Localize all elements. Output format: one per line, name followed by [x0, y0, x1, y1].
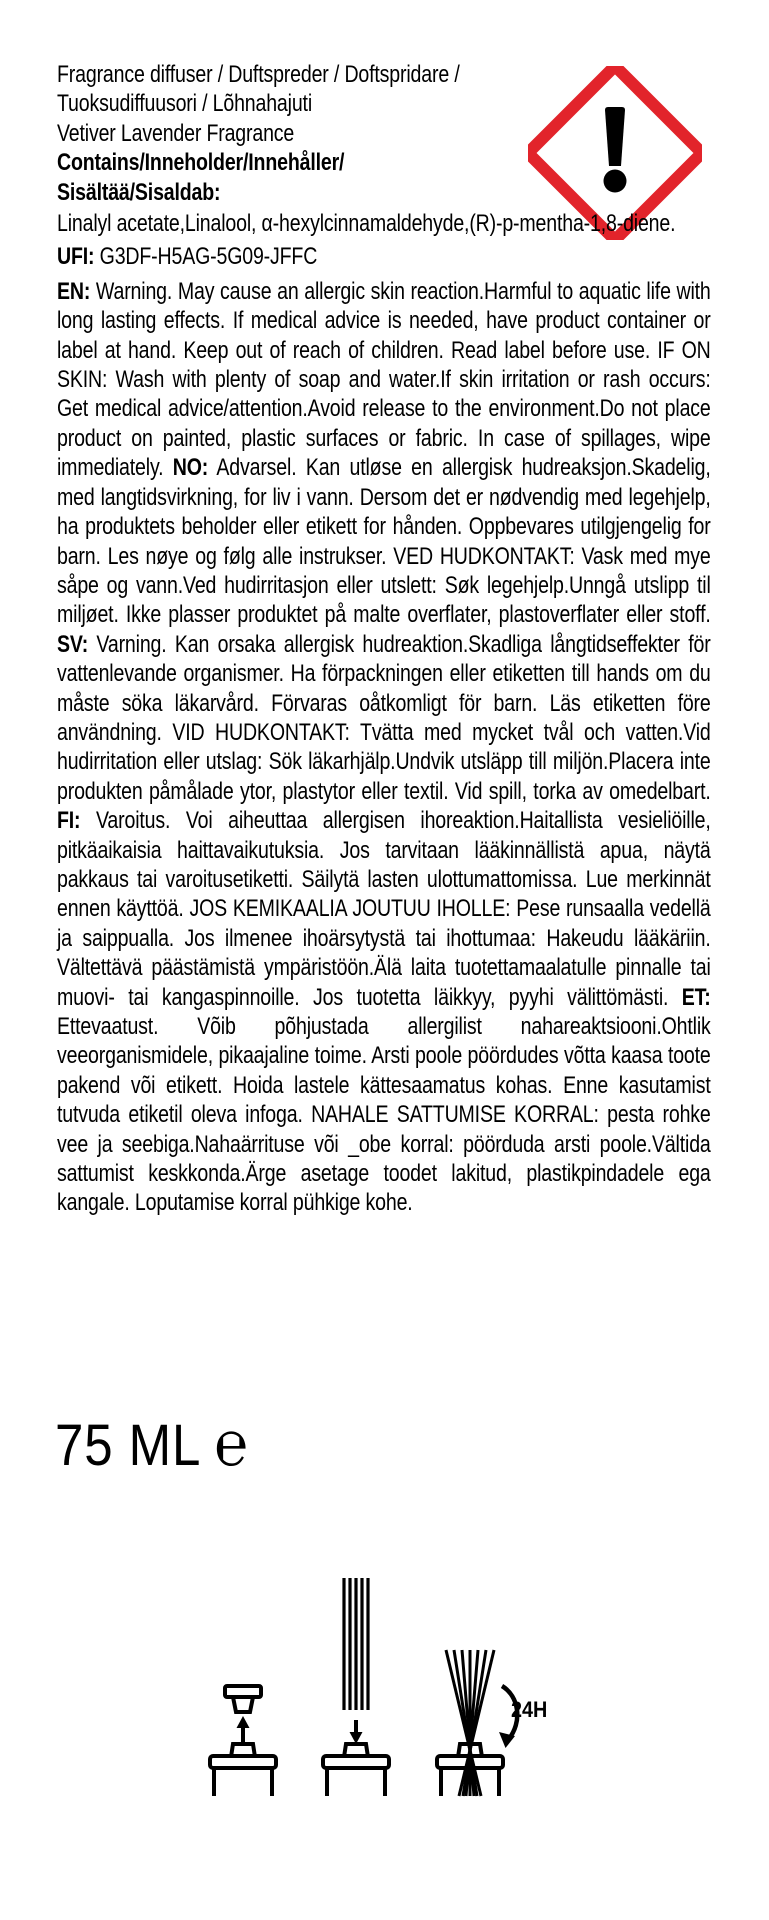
text-column [57, 60, 711, 1218]
ufi-code: G3DF-H5AG-5G09-JFFC [99, 243, 318, 271]
usage-pictograms [150, 1570, 580, 1810]
ingredients-text: Linalyl acetate,Linalool, α-hexylcinnamaldehyde,(R)-p-mentha-1,8-diene. [57, 210, 676, 238]
volume-text [55, 1409, 249, 1479]
remove-cap-icon [210, 1686, 276, 1796]
product-title-line2: Tuoksudiffuusori / Lõhnahajuti [57, 90, 313, 118]
fragrance-name: Vetiver Lavender Fragrance [57, 119, 295, 147]
product-title-line1: Fragrance diffuser / Duftspreder / Doftspridare / [57, 61, 460, 88]
estimated-sign: ℮ [214, 1409, 249, 1479]
contains-heading-line2: Sisältää/Sisaldab: [57, 178, 221, 206]
contains-heading-line1: Contains/Inneholder/Innehåller/ [57, 149, 345, 177]
volume-amount: 75 ML [55, 1413, 200, 1478]
insert-sticks-icon [323, 1578, 389, 1796]
duration-label: 24H [511, 1697, 548, 1722]
ufi-line [57, 242, 711, 271]
ufi-label: UFI: [57, 243, 95, 271]
warnings-paragraph: EN: Warning. May cause an allergic skin reaction.Harmful to aquatic life with long lasting effects. If medical advice is needed, have product container or label at hand. Keep out of reach of children. Read label before use. IF ON SKIN: Wash with plenty of soap and water.If skin irritation or rash occurs: Get medical advice/attention.Avoid release to the environment.Do not place product on painted, plastic surfaces or fabric. In case of spillages, wipe immediately. NO: Advarsel. Kan utløse en allergisk hudreaksjon.Skadelig, med langtidsvirkning, for liv i vann. Dersom det er nødvendig med legehjelp, ha produktets beholder eller etikett for hånden. Oppbevares utilgjengelig for barn. Les nøye og følg alle instrukser. VED HUDKONTAKT: Vask med mye såpe og vann.Ved hudirritasjon eller utslett: Søk legehjelp.Unngå utslipp til miljøet. Ikke plasser produktet på malte overflater, plastoverflater eller stoff. SV: Varning. Kan orsaka allergisk hudreaktion.Skadliga långtidseffekter för vattenlevande organismer. Ha förpackningen eller etiketten till hands om du måste söka läkarvård. Förvaras oåtkomligt för barn. Läs etiketten före användning. VID HUDKONTAKT: Tvätta med mycket tvål och vatten.Vid hudirritation eller utslag: Sök läkarhjälp.Undvik utsläpp till miljön.Placera inte produkten påmålade ytor, plastytor eller textil. Vid spill, torka av omedelbart. FI: Varoitus. Voi aiheuttaa allergisen ihoreaktion.Haitallista vesieliöille, pitkäaikaisia haittavaikutuksia. Jos tarvitaan lääkinnällistä apua, näytä pakkaus tai varoitusetiketti. Säilytä lasten ulottumattomissa. Lue merkinnät ennen käyttöä. JOS KEMIKAALIA JOUTUU IHOLLE: Pese runsaalla vedellä ja saippualla. Jos ilmenee ihoärsytystä tai ihottumaa: Hakeudu lääkäriin. Vältettävä päästämistä ympäristöön.Älä laita tuotettamaalatulle pinnalle tai muovi- tai kangaspinnoille. Jos tuotetta läikkyy, pyyhi välittömästi. ET: Ettevaatust. Võib põhjustada allergilist nahareaktsiooni.Ohtlik veeorganismidele, pikaajaline toime. Arsti poole pöördudes võtta kaasa toote pakend või etikett. Hoida lastele kättesaamatus kohas. Enne kasutamist tutvuda etiketil oleva infoga. NAHALE SATTUMISE KORRAL: pesta rohke vee ja seebiga.Nahaärrituse või _obe korral: pöörduda arsti poole.Vältida sattumist keskkonda.Ärge asetage toodet lakitud, plastikpindadele ega kangale. Loputamise korral pühkige kohe. [57, 277, 711, 1217]
flip-sticks-icon [437, 1650, 517, 1796]
